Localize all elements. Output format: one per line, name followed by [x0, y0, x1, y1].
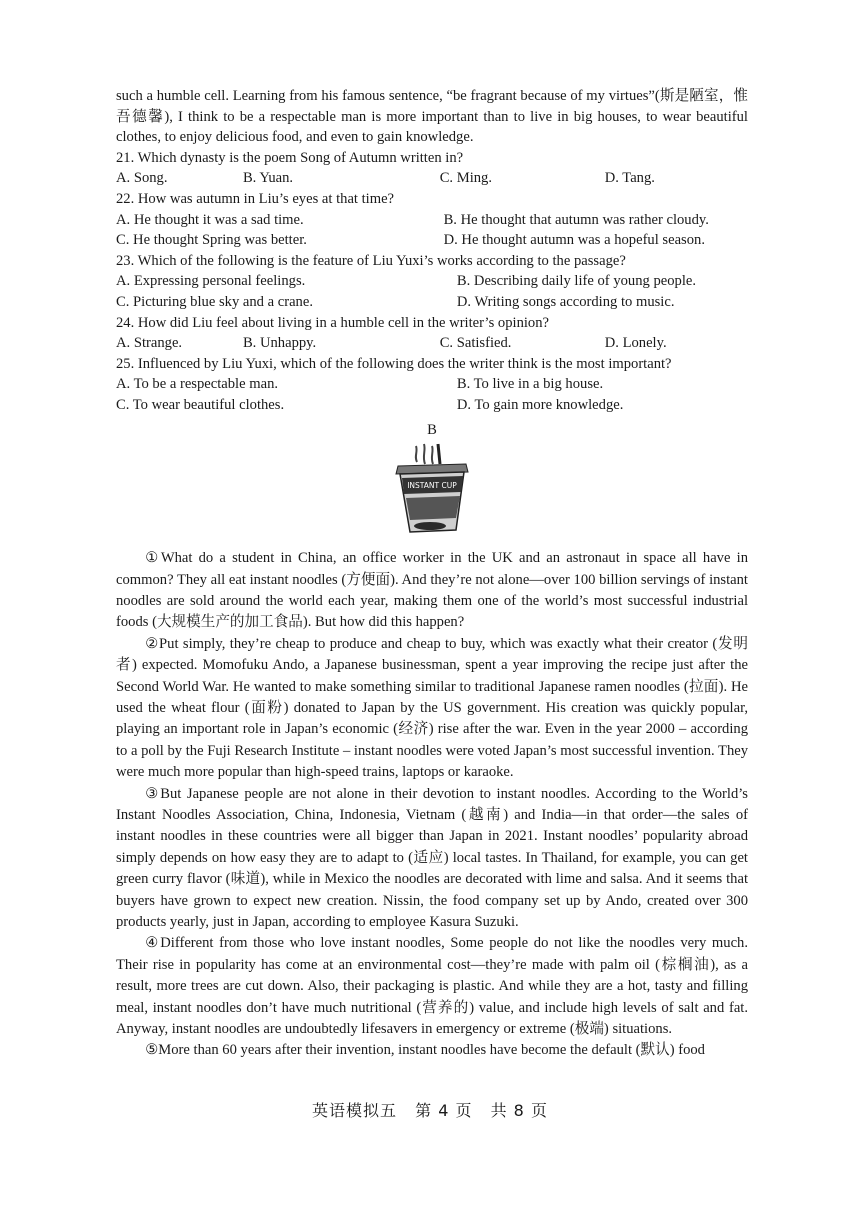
- question-stem: 25. Influenced by Liu Yuxi, which of the following does the writer think is the most important?: [116, 355, 672, 372]
- article-paragraph-2: ②Put simply, they’re cheap to produce and cheap to buy, which was exactly what their creator (发明者) expected. Momofuku Ando, a Japanese businessman, spent a year improving the recipe just after the Second World War. He wanted to make something similar to traditional Japanese ramen noodles (拉面). He used the wheat flour (面粉) donated to Japan by the US government. His creation was quickly popular, playing an important role in Japan’s economic (经济) rise after the war. Even in the year 2000 – according to a poll by the Fuji Research Institute – instant noodles were voted Japan’s most successful invention. They were much more popular than high-speed trains, laptops or karaoke.: [116, 635, 749, 781]
- option-a: A. Song.: [116, 170, 168, 187]
- question-23: [116, 251, 748, 313]
- option-b: B. To live in a big house.: [456, 376, 604, 393]
- footer-total: 共 8 页: [490, 1101, 548, 1120]
- option-c: C. To wear beautiful clothes.: [116, 396, 285, 413]
- article-body: [116, 548, 748, 1062]
- options-row: [116, 168, 748, 189]
- options-row: [116, 271, 748, 292]
- option-c: C. He thought Spring was better.: [116, 232, 307, 249]
- option-a: A. Strange.: [116, 335, 183, 352]
- options-row: [116, 374, 748, 395]
- passage-a-ending: such a humble cell. Learning from his famous sentence, “be fragrant because of my virtues”(斯是陋室，惟吾德馨), I think to be a respectable man is more important than to live in big houses, to wear beautiful clothes, to enjoy delicious food, and even to gain knowledge.: [116, 88, 748, 146]
- question-24: [116, 313, 748, 354]
- article-paragraph-1: ①What do a student in China, an office worker in the UK and an astronaut in space all have in common? They all eat instant noodles (方便面). And they’re not alone—over 100 billion servings of instant noodles are sold around the world each year, making them one of the world’s most successful industrial foods (大规模生产的加工食品). But how did this happen?: [116, 550, 748, 631]
- option-d: D. He thought autumn was a hopeful season.: [443, 232, 705, 249]
- options-row: [116, 210, 748, 231]
- article-paragraph-3: ③But Japanese people are not alone in their devotion to instant noodles. According to the World’s Instant Noodles Association, China, Indonesia, Vietnam (越南) and India—in that order—the sales of instant noodles in these countries were all bigger than Japan in 2021. Instant noodles’ popularity abroad simply depends on how easy they are to adapt to (适应) local tastes. In Thailand, for example, you can get green curry flavor (味道), while in Mexico the noodles are decorated with lime and salsa. And it seems that buyers have grown to expect new creation. Nissin, the food company set up by Ando, created over 300 products yearly, just in Japan, according to employee Kasura Suzuki.: [116, 785, 748, 930]
- footer-title: 英语模拟五: [312, 1101, 398, 1120]
- option-b: B. Yuan.: [242, 170, 294, 187]
- option-d: D. Writing songs according to music.: [456, 293, 675, 310]
- option-c: C. Satisfied.: [439, 335, 512, 352]
- question-stem: 21. Which dynasty is the poem Song of Autumn written in?: [116, 149, 464, 166]
- noodle-cup-image: [116, 442, 748, 538]
- question-21: [116, 148, 748, 189]
- option-d: D. To gain more knowledge.: [456, 396, 624, 413]
- options-row: [116, 292, 748, 313]
- article-paragraph-4: ④Different from those who love instant noodles, Some people do not like the noodles very much. Their rise in popularity has come at an environmental cost—they’re made with palm oil (棕榈油), as a result, more trees are cut down. Also, their packaging is plastic. And while they are a hot, tasty and filling meal, instant noodles don’t have much nutritional (营养的) value, and include high levels of salt and fat. Anyway, instant noodles are undoubtedly lifesavers in emergency or extreme (极端) situations.: [116, 935, 748, 1038]
- option-b: B. He thought that autumn was rather cloudy.: [443, 211, 709, 228]
- question-stem: 23. Which of the following is the feature of Liu Yuxi’s works according to the passage?: [116, 252, 626, 269]
- options-row: [116, 230, 748, 251]
- question-22: [116, 189, 748, 251]
- exam-page: [116, 86, 748, 1062]
- question-stem: 24. How did Liu feel about living in a humble cell in the writer’s opinion?: [116, 314, 549, 331]
- instant-noodle-cup-illustration: [384, 442, 480, 538]
- page-footer: [0, 1098, 860, 1121]
- option-a: A. He thought it was a sad time.: [116, 211, 304, 228]
- option-b: B. Describing daily life of young people.: [456, 273, 696, 290]
- option-b: B. Unhappy.: [242, 335, 317, 352]
- option-d: D. Tang.: [604, 170, 655, 187]
- cup-label-text: INSTANT CUP: [407, 481, 457, 491]
- option-d: D. Lonely.: [604, 335, 667, 352]
- options-row: [116, 395, 748, 416]
- option-c: C. Ming.: [439, 170, 493, 187]
- option-c: C. Picturing blue sky and a crane.: [116, 293, 313, 310]
- section-label: B: [427, 421, 437, 438]
- footer-page: 第 4 页: [415, 1101, 473, 1120]
- article-paragraph-5: ⑤More than 60 years after their invention, instant noodles have become the default (默认) food: [145, 1042, 705, 1059]
- question-25: [116, 354, 748, 416]
- option-a: A. To be a respectable man.: [116, 376, 279, 393]
- option-a: A. Expressing personal feelings.: [116, 273, 306, 290]
- question-stem: 22. How was autumn in Liu’s eyes at that time?: [116, 190, 395, 207]
- options-row: [116, 333, 748, 354]
